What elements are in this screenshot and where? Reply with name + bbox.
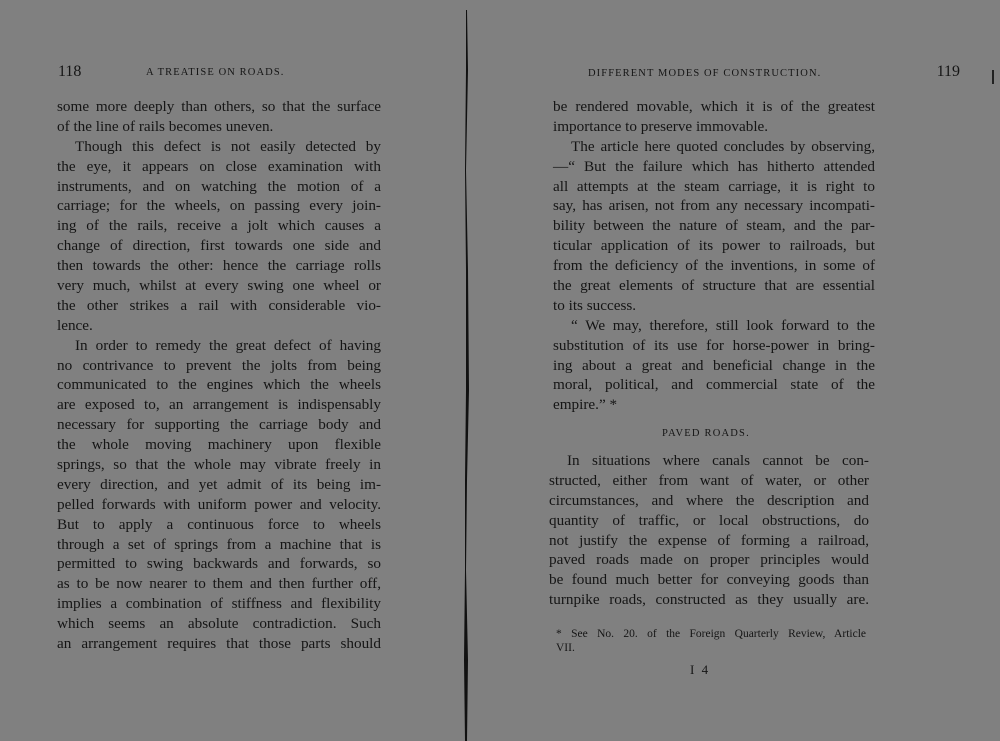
section-body-text: [549, 451, 869, 610]
left-page-number: 118: [58, 63, 82, 80]
text-line: the great elements of structure that are essential: [553, 277, 875, 295]
right-page: [470, 0, 1000, 741]
text-line: the other strikes a rail with considerable vio-: [57, 296, 381, 314]
text-line: The article here quoted concludes by observing,: [571, 137, 875, 155]
left-running-head: [58, 62, 388, 82]
text-line: quantity of traffic, or local obstructions, do: [549, 511, 869, 529]
text-line: ing of the rails, receive a jolt which causes a: [57, 217, 381, 235]
text-line: no contrivance to prevent the jolts from being: [57, 356, 381, 374]
section-heading: PAVED ROADS.: [662, 428, 750, 439]
text-line: then towards the other: hence the carriage rolls: [57, 257, 381, 275]
text-line: turnpike roads, constructed as they usually are.: [549, 591, 869, 609]
text-line: change of direction, first towards one side and: [57, 237, 381, 255]
text-line: the whole moving machinery upon flexible: [57, 436, 381, 454]
text-line: springs, so that the whole may vibrate freely in: [57, 456, 381, 474]
text-line: which seems an absolute contradiction. Such: [57, 615, 381, 633]
text-line: Though this defect is not easily detected by: [75, 137, 381, 155]
text-line: lence.: [57, 316, 93, 334]
text-line: instruments, and on watching the motion of a: [57, 177, 381, 195]
text-line: ticular application of its power to railroads, but: [553, 237, 875, 255]
text-line: structed, either from want of water, or other: [549, 471, 869, 489]
right-running-title: DIFFERENT MODES OF CONSTRUCTION.: [588, 68, 822, 79]
left-running-title: A TREATISE ON ROADS.: [146, 67, 285, 78]
text-line: importance to preserve immovable.: [553, 117, 769, 135]
text-line: an arrangement requires that those parts should: [57, 635, 381, 653]
left-body-text: [57, 97, 381, 654]
text-line: to its success.: [553, 296, 637, 314]
text-line: implies a combination of stiffness and flexibility: [57, 595, 381, 613]
text-line: moral, political, and commercial state of the: [553, 376, 875, 394]
footnote-line: VII.: [556, 642, 575, 654]
text-line: In order to remedy the great defect of having: [75, 336, 381, 354]
text-line: paved roads made on proper principles would: [549, 551, 869, 569]
text-line: the eye, it appears on close examination with: [57, 157, 381, 175]
text-line: every direction, and yet admit of its being im-: [57, 475, 381, 493]
text-line: some more deeply than others, so that the surface: [57, 98, 381, 115]
text-line: through a set of springs from a machine that is: [57, 535, 381, 553]
right-body-text: [553, 97, 875, 415]
text-line: permitted to swing backwards and forwards, so: [57, 555, 381, 573]
footnote-line: * See No. 20. of the Foreign Quarterly Review, Article: [556, 628, 866, 640]
text-line: communicated to the engines which the wheels: [57, 376, 381, 394]
text-line: as to be now nearer to them and then further off,: [57, 575, 381, 593]
text-line: substitution of its use for horse-power in bring-: [553, 336, 875, 354]
text-line: of the line of rails becomes uneven.: [57, 117, 274, 135]
text-line: empire.” *: [553, 396, 618, 414]
text-line: be rendered movable, which it is of the greatest: [553, 98, 875, 115]
text-line: In situations where canals cannot be con-: [567, 452, 869, 469]
text-line: ing about a great and beneficial change in the: [553, 356, 875, 374]
right-running-head: [588, 62, 960, 82]
text-line: necessary for supporting the carriage body and: [57, 416, 381, 434]
text-line: all attempts at the steam carriage, it is right to: [553, 177, 875, 195]
signature-mark: I 4: [690, 662, 711, 677]
text-line: circumstances, and where the description and: [549, 491, 869, 509]
text-line: But to apply a continuous force to wheels: [57, 515, 381, 533]
text-line: bility between the nature of steam, and the par-: [553, 217, 875, 235]
text-line: are exposed to, an arrangement is indispensably: [57, 396, 381, 414]
text-line: say, has arisen, not from any necessary incompati-: [553, 197, 875, 215]
text-line: not justify the expense of forming a railroad,: [549, 531, 869, 549]
text-line: carriage; for the wheels, on passing every join-: [57, 197, 381, 215]
left-page: [0, 0, 465, 741]
text-line: be found much better for conveying goods than: [549, 571, 869, 589]
footnote: [556, 627, 866, 655]
text-line: pelled forwards with uniform power and velocity.: [57, 495, 381, 513]
text-line: “ We may, therefore, still look forward to the: [571, 316, 875, 334]
text-line: very much, whilst at every swing one wheel or: [57, 277, 381, 295]
text-line: from the deficiency of the inventions, in some of: [553, 257, 875, 275]
page-edge-mark: [992, 70, 994, 84]
right-page-number: 119: [936, 63, 960, 80]
text-line: —“ But the failure which has hitherto attended: [553, 157, 875, 175]
